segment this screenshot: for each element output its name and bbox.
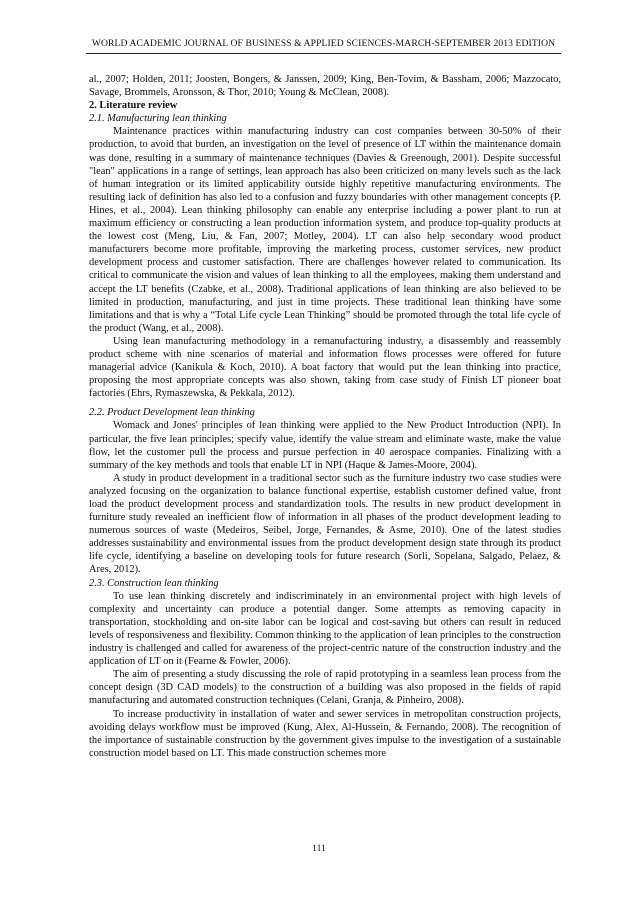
paragraph: Using lean manufacturing methodology in a remanufacturing industry, a disassembly and reassembly product scheme with nine scenarios of material and information flows processes were offered for future managerial advice (Kanikula & Koch, 2010). A boat factory that would put the lean thinking into practice, proposing the most appropriate concepts was also shown, taking from case study of Finish LT pioneer boat factories (Ehrs, Rymaszewska, & Pekkala, 2012). — [89, 335, 561, 400]
subsection-heading-construction: 2.3. Construction lean thinking — [89, 577, 219, 589]
paragraph: To use lean thinking discretely and indiscriminately in an environmental project with high levels of complexity and uncertainty can produce a potential danger. Some attempts as removing capacity in transportation, stockholding and on-site labor can be logical and cost-saving but others can result in reduced levels of responsiveness and flexibility. Common thinking to the application of lean principles to the construction industry is challenged and called for awareness of the project-centric nature of the construction industry and the application of LT on it (Fearne & Fowler, 2006). — [89, 590, 561, 668]
body-text — [89, 73, 561, 760]
paragraph: A study in product development in a traditional sector such as the furniture industry two case studies were analyzed focusing on the organization to balance functional expertise, establish customer defined value, front load the product development process and standardization tools. The results in new product development in furniture study revealed an inefficient flow of information in all phases of the product development leading to numerous sources of waste (Medeiros, Seibel, Jorge, Fernandes, & Asme, 2010). One of the latest studies addresses sustainability and environmental issues from the product development design state through its product life cycle, identifying a baseline on developing tools for future research (Sorli, Sopelana, Salgado, Pelaez, & Ares, 2012). — [89, 472, 561, 576]
subsection-heading-manufacturing: 2.1. Manufacturing lean thinking — [89, 113, 227, 125]
section-heading-literature-review: 2. Literature review — [89, 100, 178, 112]
paragraph: To increase productivity in installation of water and sewer services in metropolitan construction projects, avoiding delays workflow must be improved (Kung, Alex, Al-Hussein, & Fernando, 2008). The recognition of the importance of sustainable construction by the government gives impulse to the investigation of a sustainable construction model based on LT. This made construction schemes more — [89, 708, 561, 759]
running-header: WORLD ACADEMIC JOURNAL OF BUSINESS & APPLIED SCIENCES-MARCH-SEPTEMBER 2013 EDITION — [91, 38, 556, 49]
paragraph: Maintenance practices within manufacturing industry can cost companies between 30-50% of their production, to avoid that burden, an investigation on the level of presence of LT within the maintenance domain was done, resulting in a summary of maintenance techniques (Davies & Greenough, 2001). Despite successful "lean" applications in a range of settings, lean approach has also been criticized on many levels such as the lack of human integration or its limited applicability outside highly repetitive manufacturing environments. The resulting lack of definition has also led to a confusion and fuzzy boundaries with other management concepts (P. Hines, et al., 2004). Lean thinking philosophy can enable any enterprise including a power plant to run at maximum efficiency or constructing a lean production information system, and produce top-quality products at the lowest cost (Meng, Liu, & Fan, 2007; Motley, 2004). LT can also help secondary wood product manufacturers become more profitable, improving the marketing process, customer services, new product development process and customer satisfaction. There are challenges however related to communication. Its critical to communicate the vision and values of lean thinking to all the employees, making them understand and accept the LT benefits (Czabke, et al., 2008). Traditional applications of lean thinking are also believed to be limited in production, manufacturing, and just in time projects. These traditional lean thinking have some limitations and that is why a “Total Life cycle Lean Thinking” should be promoted through the total life cycle of the product (Wang, et al., 2008). — [89, 126, 561, 334]
subsection-heading-product-development: 2.2. Product Development lean thinking — [89, 407, 255, 419]
paragraph: The aim of presenting a study discussing the role of rapid prototyping in a seamless lean process from the concept design (3D CAD models) to the construction of a building was also proposed in the fields of rapid manufacturing and automated construction techniques (Celani, Granja, & Pinheiro, 2008). — [89, 669, 561, 707]
lead-citations: al., 2007; Holden, 2011; Joosten, Bongers, & Janssen, 2009; King, Ben-Tovim, & Bassham, 2006; Mazzocato, Savage, Brommels, Aronsson, & Thor, 2010; Young & McClean, 2008). — [89, 74, 561, 99]
paragraph: Womack and Jones' principles of lean thinking were applied to the New Product Introduction (NPI). In particular, the five lean principles; specify value, identify the value stream and eliminate waste, make the value flow, let the customer pull the process and pursue perfection in 40 aerospace companies. Finalizing with a summary of the key methods and tools that enable LT in NPI (Haque & James-Moore, 2004). — [89, 420, 561, 471]
header-rule — [86, 53, 561, 54]
page-number: 111 — [312, 843, 326, 854]
